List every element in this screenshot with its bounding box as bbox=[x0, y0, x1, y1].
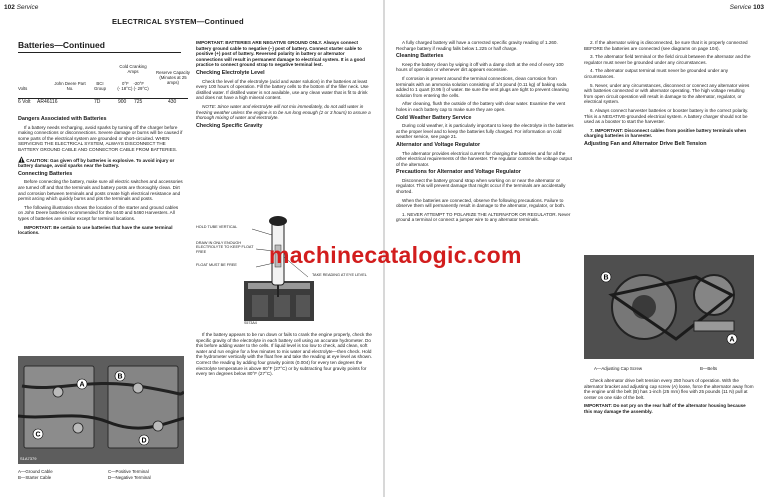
battery-cables-photo bbox=[18, 356, 184, 464]
precautions-text-2: When the batteries are connected, observe the following precautions. Failure to observe them will permanently result in damage to the alternator, regulator, or both. bbox=[396, 197, 566, 209]
important-ground-text: IMPORTANT: BATTERIES ARE NEGATIVE GROUND ONLY. Always connect battery ground cable to negative (–) post of battery. Connect starter cable to positive (+) post of battery. Reversed polarity in battery or alternator connections will result in permanent damage to electrical system. It is a good practice to connect ground strap to negative terminal lest. bbox=[196, 40, 365, 68]
connecting-text-1: Before connecting the battery, make sure all electric switches and accessories are turned off and that the terminals and battery posts are thoroughly clean. Dirt and corrosion between terminals and posts create high electrical resistance and permit arcing which quickly burns and pits the terminals and posts. bbox=[18, 179, 183, 202]
left-page-col1 bbox=[18, 114, 184, 239]
table-header bbox=[18, 62, 188, 98]
cell-reserve: 430 bbox=[168, 99, 177, 105]
right-page-number: 103 bbox=[753, 4, 764, 11]
right-page-col1 bbox=[396, 40, 574, 226]
left-page-section: Service bbox=[16, 4, 39, 11]
connecting-text-2: The following illustration shows the location of the starter and ground cables on John Deere batteries recommended for the 5440 and 5460 Harvesters. All types of batteries are similar except for terminal locations. bbox=[18, 204, 179, 221]
hydrometer-figure bbox=[196, 215, 372, 325]
watermark: machinecatalogic.com bbox=[269, 242, 522, 268]
alternator-heading: Alternator and Voltage Regulator bbox=[396, 141, 481, 148]
section-title: ELECTRICAL SYSTEM—Continued bbox=[112, 17, 244, 26]
right-page-col2 bbox=[584, 40, 754, 150]
caption-adjusting-screw: A—Adjusting Cap Screw bbox=[594, 366, 643, 371]
cleaning-heading: Cleaning Batteries bbox=[396, 53, 444, 60]
cell-amps0: 900 bbox=[118, 99, 127, 105]
caption-b: B—Starter Cable bbox=[18, 475, 52, 480]
precautions-heading: Precautions for Alternator and Voltage Regulator bbox=[396, 169, 521, 176]
precaution-7: 7. IMPORTANT: Disconnect cables from positive battery terminals when charging batteries in harvester. bbox=[584, 127, 747, 139]
col-volts: Volts bbox=[18, 86, 28, 91]
left-page-col2-bottom bbox=[196, 332, 372, 380]
precaution-2: 2. If the alternator wiring is disconnected, be sure that it is properly connected BEFORE the batteries are connected (see diagrams on page 104). bbox=[584, 40, 748, 51]
col-part: John Deere Part No. bbox=[54, 81, 86, 91]
cell-bci: 7D bbox=[94, 99, 101, 105]
photo-id: S1A7379 bbox=[20, 456, 37, 461]
note-text: NOTE: Since water and electrolyte will not mix immediately, do not add water in freezing weather unless the engine is to be run long enough (2 or 3 hours) to assure a thorough mixing of water and electrolyte. bbox=[196, 103, 371, 121]
hydrometer-illustration bbox=[196, 215, 372, 325]
belt-text: Check alternator drive belt tension every 250 hours of operation. With the alternator bracket and adjusting cap screw (A) loose, force the alternator away from the engine until the belt (B) has 1-inch (25 mm) flex with 25 pounds (11 N) pull at center on one side of the belt. bbox=[584, 378, 754, 400]
dangers-heading: Dangers Associated with Batteries bbox=[18, 116, 107, 122]
electrolyte-text: Check the level of the electrolyte (acid and water solution) in the batteries at least every 100 hours of operation. Fill the battery cells to the bottom of the filler neck. Use distilled water. If distilled water is not available, use any clean water that is fit to drink and does not have a high mineral content. bbox=[196, 78, 369, 101]
label-reading: TAKE READING AT EYE LEVEL bbox=[312, 273, 367, 277]
cell-volts: 6 Volt bbox=[18, 99, 31, 105]
alternator-photo bbox=[584, 255, 754, 359]
cleaning-text-1: Keep the battery clean by wiping it off with a damp cloth at the end of every 100 hours of operation or whenever dirt appears excessive. bbox=[396, 61, 564, 73]
precautions-text-1: Disconnect the battery ground strap when working on or near the alternator or regulator. This will prevent damage that might occur if the terminals are accidentally shorted. bbox=[396, 177, 566, 195]
batteries-heading: Batteries—Continued bbox=[18, 40, 105, 50]
cleaning-text-3: After cleaning, flush the outside of the battery with clear water. Examine the vent holes in each battery cap to make sure they are open. bbox=[396, 101, 566, 112]
svg-text:A: A bbox=[79, 381, 85, 389]
cold-weather-heading: Cold Weather Battery Service bbox=[396, 114, 472, 121]
gravity-heading: Checking Specific Gravity bbox=[196, 122, 263, 129]
table-row bbox=[18, 98, 188, 106]
battery-spec-table bbox=[18, 62, 188, 106]
belt-heading: Adjusting Fan and Alternator Drive Belt Tension bbox=[584, 140, 707, 147]
heading-rule bbox=[18, 52, 181, 53]
svg-text:B: B bbox=[603, 274, 609, 282]
cleaning-text-2: If corrosion is present around the terminal connections, clean corrosion from terminals with an ammonia solution consisting of 1/4 pound (0.11 kg) of baking soda added to 1 quart (0.95 l) of water. Be sure the vent plugs are tight to prevent cleaning solution from entering the cells. bbox=[396, 75, 569, 98]
col-reserve: Reserve Capacity (Minutes at 25 amps) bbox=[156, 70, 190, 85]
caution-icon bbox=[18, 156, 25, 163]
label-hold-tube: HOLD TUBE VERTICAL bbox=[196, 225, 238, 229]
precaution-4: 4. The alternator output terminal must never be grounded under any circumstances. bbox=[584, 68, 729, 79]
col-bci: BCI Group bbox=[94, 81, 106, 91]
gravity-text: If the battery appears to be run down or fails to crank the engine properly, check the specific gravity of the electrolyte in each battery cell using an accurate hydrometer. Do this before adding water to the cells. If liquid level is too low to check, add clean, soft water and run engine for a few minutes to mix water and electrolyte—then check. Hold the hydrometer vertically with the float free and take the reading at eye level as shown. Correct the reading by adding four gravity points (0.004) for every ten degrees the electrolyte temperature is above 80°F (27°C) or by subtracting four gravity points for every ten degrees below 80°F (27°C). bbox=[196, 332, 372, 377]
caution-paragraph bbox=[18, 156, 184, 169]
caution-text: CAUTION: Gas given off by batteries is explosive. To avoid injury or battery damage, avoid sparks near the battery. bbox=[18, 157, 175, 169]
caption-a: A—Ground Cable bbox=[18, 469, 53, 474]
charged-text: A fully charged battery will have a corrected specific gravity reading of 1.260. Recharge battery if reading falls below 1.225 or half charge. bbox=[396, 40, 558, 51]
belt-important: IMPORTANT: Do not pry on the rear half of the alternator housing because this may damage the assembly. bbox=[584, 403, 746, 414]
important-terminal-text: IMPORTANT: Be certain to use batteries that have the same terminal locations. bbox=[18, 224, 173, 236]
connecting-heading: Connecting Batteries bbox=[18, 170, 73, 177]
figure-id: S573A4 bbox=[244, 321, 257, 325]
precaution-3: 3. The alternator field terminal or the field circuit between the alternator and the regulator must never be grounded under any circumstances. bbox=[584, 54, 751, 65]
battery-photo-illustration bbox=[18, 356, 184, 464]
svg-text:A: A bbox=[729, 336, 735, 344]
right-page-section: Service bbox=[729, 4, 752, 11]
col-cranking: Cold Cranking Amps bbox=[119, 64, 147, 74]
svg-text:B: B bbox=[117, 373, 123, 381]
col-temps: 0°F -20°F (- 18°C) (- 29°C) bbox=[117, 81, 149, 91]
label-float: FLOAT MUST BE FREE bbox=[196, 263, 237, 267]
svg-text:D: D bbox=[141, 437, 147, 445]
precaution-6: 6. Always connect harvester batteries or booster battery in the correct polarity. This is a NEGATIVE-grounded electrical system. A battery charger should not be used as a booster to start the harvester. bbox=[584, 107, 749, 125]
svg-text:C: C bbox=[35, 431, 41, 439]
label-draw: DRAW IN ONLY ENOUGH ELECTROLYTE TO KEEP FLOAT FREE bbox=[196, 241, 254, 254]
alternator-text: The alternator provides electrical current for charging the batteries and for all the other electrical requirements of the harvester. The regulator controls the voltage output of the alternator. bbox=[396, 150, 572, 167]
caption-belts: B—Belts bbox=[700, 366, 718, 371]
caption-c: C—Positive Terminal bbox=[108, 469, 149, 474]
alternator-illustration bbox=[584, 255, 754, 359]
precaution-5: 5. Never, under any circumstances, disconnect or connect any alternator wires with batteries connected or with alternator operating. The high voltage resulting from open circuit operation will result in damage to the alternator, regulator, or electrical system. bbox=[584, 82, 750, 105]
left-page-col2 bbox=[196, 40, 372, 131]
right-page-col2-bottom bbox=[584, 378, 754, 418]
caption-d: D—Negative Terminal bbox=[108, 475, 151, 480]
cell-amps20: 725 bbox=[134, 99, 143, 105]
left-page-header bbox=[4, 4, 38, 11]
electrolyte-heading: Checking Electrolyte Level bbox=[196, 69, 265, 76]
cell-part: AR46116 bbox=[37, 99, 58, 105]
right-page-header bbox=[730, 4, 764, 11]
left-page-number: 102 bbox=[4, 4, 15, 11]
cold-weather-text: During cold weather, it is particularly important to keep the electrolyte in the batteries at the proper level and to keep the batteries fully charged. For information on cold weather service, see page 21. bbox=[396, 123, 574, 140]
precaution-1: 1. NEVER ATTEMPT TO POLARIZE THE ALTERNATOR OR REGULATOR. Never ground a terminal or connect a jumper wire to any alternator terminals. bbox=[396, 211, 571, 223]
dangers-text: If a battery needs recharging, avoid sparks by turning off the charger before making connections or disconnections. Severe damage or burns will be caused if some parts of the electrical system are grounded or short-circuited. WHEN SERVICING THE ELECTRICAL SYSTEM, ALWAYS DISCONNECT THE BATTERY GROUND CABLE AND CONNECTOR CABLE FROM BATTERIES. bbox=[18, 124, 183, 152]
